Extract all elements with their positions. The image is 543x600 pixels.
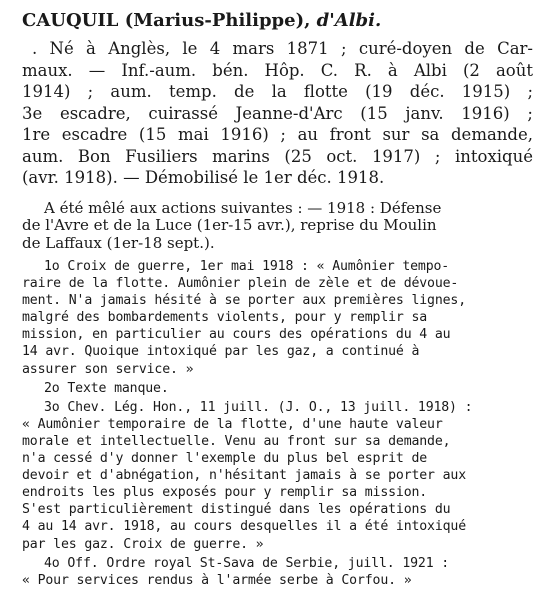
citation-legion-honneur [22, 399, 533, 553]
citation-line: raire de la flotte. Aumônier plein de zèle et de dévoue- [22, 276, 459, 292]
citation-line: 4o Off. Ordre royal St-Sava de Serbie, juill. 1921 : [44, 555, 450, 571]
citation-line: « Pour services rendus à l'armée serbe à Corfou. » [22, 572, 412, 588]
person-name: CAUQUIL (Marius-Philippe), [22, 10, 311, 31]
actions-line: A été mêlé aux actions suivantes : — 1918 : Défense [44, 198, 442, 217]
citation-croix-de-guerre [22, 258, 533, 378]
citation-line: mission, en particulier au cours des opérations du 4 au [22, 327, 451, 343]
bio-line: 1re escadre (15 mai 1916) ; au front sur sa demande, [22, 125, 533, 144]
bio-line: (avr. 1918). — Démobilisé le 1er déc. 1918. [22, 168, 385, 187]
bio-line: aum. Bon Fusiliers marins (25 oct. 1917) ; intoxiqué [22, 146, 533, 166]
citation-saint-sava [22, 555, 533, 589]
bio-line: 1914) ; aum. temp. de la flotte (19 déc. 1915) ; [22, 82, 533, 101]
citation-line: S'est particulièrement distingué dans les opérations du [22, 502, 451, 518]
person-origin: d'Albi. [316, 10, 382, 31]
citation-line: 2o Texte manque. [44, 380, 169, 396]
citation-line: « Aumônier temporaire de la flotte, d'une haute valeur [22, 416, 443, 432]
citation-line: 3o Chev. Lég. Hon., 11 juill. (J. O., 13 juill. 1918) : [44, 399, 473, 415]
citation-line: ment. N'a jamais hésité à se porter aux premières lignes, [22, 293, 467, 309]
citation-line: morale et intellectuelle. Venu au front sur sa demande, [22, 433, 451, 449]
citation-line: devoir et d'abnégation, n'hésitant jamais à se porter aux [22, 468, 467, 484]
citation-line: par les gaz. Croix de guerre. » [22, 536, 264, 552]
citation-line: 1o Croix de guerre, 1er mai 1918 : « Aumônier tempo- [44, 259, 450, 274]
actions-line: de Laffaux (1er-18 sept.). [22, 233, 215, 252]
bio-line: maux. — Inf.-aum. bén. Hôp. C. R. à Albi (2 août [22, 60, 533, 80]
entry-title [22, 8, 533, 34]
bio-line: . Né à Anglès, le 4 mars 1871 ; curé-doyen de Car- [32, 39, 533, 58]
citation-line: 4 au 14 avr. 1918, au cours desquelles il a été intoxiqué [22, 519, 467, 535]
citation-line: n'a cessé d'y donner l'exemple du plus bel esprit de [22, 451, 428, 467]
citation-line: assurer son service. » [22, 361, 194, 377]
biography-paragraph [22, 38, 533, 189]
citation-line: 14 avr. Quoique intoxiqué par les gaz, a continué à [22, 344, 420, 360]
actions-paragraph [22, 200, 533, 253]
bio-line: 3e escadre, cuirassé Jeanne-d'Arc (15 janv. 1916) ; [22, 103, 533, 123]
actions-line: de l'Avre et de la Luce (1er-15 avr.), reprise du Moulin [22, 216, 437, 234]
citation-text-missing [22, 380, 533, 397]
citation-line: malgré des bombardements violents, pour y remplir sa [22, 310, 428, 326]
citation-line: endroits les plus exposés pour y remplir sa mission. [22, 485, 428, 501]
